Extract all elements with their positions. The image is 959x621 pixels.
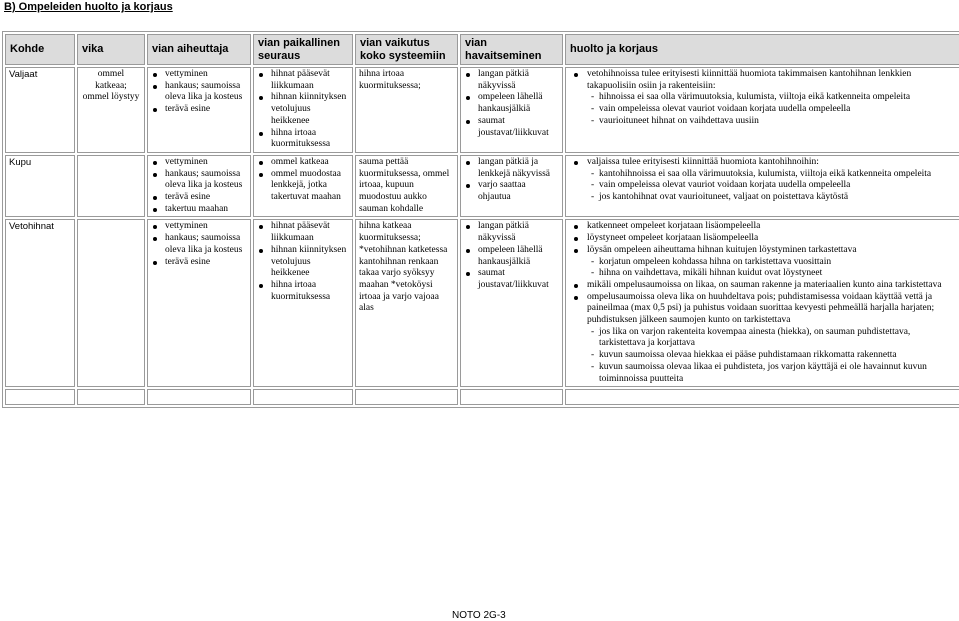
column-header-vaikutus: vian vaikutus koko systeemiin [355, 34, 458, 65]
empty-cell [565, 389, 959, 405]
bullet-list [257, 157, 349, 204]
row-havaitseminen [460, 67, 563, 153]
bullet-list [151, 157, 247, 216]
list-item: - vain ompeleissa olevat vauriot voidaan korjata uudella ompeleella [569, 180, 956, 192]
list-item: - jos kantohihnat ovat vaurioituneet, valjaat on poistettava käytöstä [569, 192, 956, 204]
row-seuraus [253, 219, 353, 387]
list-item: - vaurioituneet hihnat on vaihdettava uusiin [569, 116, 956, 128]
list-item: ommel katkeaa [257, 157, 349, 169]
empty-cell [77, 389, 145, 405]
list-item: vettyminen [151, 221, 247, 233]
list-item: vettyminen [151, 69, 247, 81]
row-vika [77, 155, 145, 218]
page-heading: B) Ompeleiden huolto ja korjaus [4, 1, 173, 13]
bullet-list [151, 221, 247, 268]
table-row [5, 219, 959, 387]
list-item: - korjatun ompeleen kohdassa hihna on tarkistettava vuosittain [569, 257, 956, 269]
row-vaikutus: hihna katkeaa kuormituksessa; *vetohihnan katketessa kantohihnan renkaan takaa varjo syöksyy maahan *vetoköysi irtoaa ja varjo vajoaa alas [355, 219, 458, 387]
list-item: vettyminen [151, 157, 247, 169]
row-havaitseminen [460, 155, 563, 218]
list-item: hankaus; saumoissa oleva lika ja kosteus [151, 169, 247, 192]
empty-cell [253, 389, 353, 405]
list-item: mikäli ompelusaumoissa on likaa, on sauman rakenne ja materiaalien kunto aina tarkistettava [569, 280, 956, 292]
empty-cell [460, 389, 563, 405]
row-vika [77, 219, 145, 387]
list-item: hihnan kiinnityksen vetolujuus heikkenee [257, 245, 349, 280]
column-header-korjaus: huolto ja korjaus [565, 34, 959, 65]
empty-cell [5, 389, 75, 405]
list-item: hihna irtoaa kuormituksessa [257, 280, 349, 303]
row-vaikutus: hihna irtoaa kuormituksessa; [355, 67, 458, 153]
list-item: ompeleen lähellä hankausjälkiä [464, 245, 559, 268]
row-aiheuttaja [147, 67, 251, 153]
list-item: - kuvun saumoissa olevaa likaa ei puhdisteta, jos varjon käyttäjä ei ole havainnut kuvun toiminnoissa puutteita [569, 362, 956, 385]
column-header-havaitseminen: vian havaitseminen [460, 34, 563, 65]
list-item: löystyneet ompeleet korjataan lisäompeleella [569, 233, 956, 245]
bullet-list [569, 69, 956, 128]
list-item: hihnan kiinnityksen vetolujuus heikkenee [257, 92, 349, 127]
list-item: ompelusaumoissa oleva lika on huuhdeltava pois; puhdistamisessa voidaan käyttää vettä ja paineilmaa (max 0,5 psi) ja puhistus voidaan suorittaa kevyesti pehmeällä harjalla harjaten; puhdistuksen jälkeen saumojen kunto on tarkistettava [569, 292, 956, 327]
page-footer: NOTO 2G-3 [452, 610, 506, 621]
bullet-list [464, 69, 559, 139]
bullet-list [151, 69, 247, 116]
bullet-list [257, 221, 349, 303]
list-item: langan pätkiä ja lenkkejä näkyvissä [464, 157, 559, 180]
bullet-list [569, 157, 956, 204]
list-item: - kantohihnoissa ei saa olla värimuutoksia, kulumista, viiltoja eikä katkenneita ompeleita [569, 169, 956, 181]
column-header-vika: vika [77, 34, 145, 65]
bullet-list [464, 221, 559, 291]
bullet-list [464, 157, 559, 204]
list-item: - jos lika on varjon rakenteita kovempaa ainesta (hiekka), on sauman puhdistettava, tarkistettava ja korjattava [569, 327, 956, 350]
empty-cell [355, 389, 458, 405]
list-item: valjaissa tulee erityisesti kiinnittää huomiota kantohihnoihin: [569, 157, 956, 169]
table-row [5, 67, 959, 153]
list-item: - kuvun saumoissa olevaa hiekkaa ei pääse puhdistamaan rikkomatta rakennetta [569, 350, 956, 362]
empty-row [5, 389, 959, 405]
bullet-list [569, 221, 956, 385]
row-kohde: Kupu [5, 155, 75, 218]
list-item: langan pätkiä näkyvissä [464, 69, 559, 92]
bullet-list [257, 69, 349, 151]
row-korjaus [565, 219, 959, 387]
row-havaitseminen [460, 219, 563, 387]
list-item: - hihnoissa ei saa olla värimuutoksia, kulumista, viiltoja eikä katkenneita ompeleita [569, 92, 956, 104]
column-header-aiheuttaja: vian aiheuttaja [147, 34, 251, 65]
list-item: ompeleen lähellä hankausjälkiä [464, 92, 559, 115]
column-header-kohde: Kohde [5, 34, 75, 65]
maintenance-table [2, 31, 959, 408]
empty-cell [147, 389, 251, 405]
list-item: hankaus; saumoissa oleva lika ja kosteus [151, 81, 247, 104]
row-seuraus [253, 155, 353, 218]
list-item: - hihna on vaihdettava, mikäli hihnan kuidut ovat löystyneet [569, 268, 956, 280]
row-korjaus [565, 67, 959, 153]
list-item: saumat joustavat/liikkuvat [464, 116, 559, 139]
list-item: löysän ompeleen aiheuttama hihnan kuitujen löystyminen tarkastettava [569, 245, 956, 257]
list-item: saumat joustavat/liikkuvat [464, 268, 559, 291]
list-item: terävä esine [151, 104, 247, 116]
list-item: - vain ompeleissa olevat vauriot voidaan korjata uudella ompeleella [569, 104, 956, 116]
row-vika: ommel katkeaa; ommel löystyy [77, 67, 145, 153]
list-item: terävä esine [151, 192, 247, 204]
list-item: hihnat pääsevät liikkumaan [257, 221, 349, 244]
table-row [5, 155, 959, 218]
list-item: langan pätkiä näkyvissä [464, 221, 559, 244]
list-item: hankaus; saumoissa oleva lika ja kosteus [151, 233, 247, 256]
list-item: vetohihnoissa tulee erityisesti kiinnittää huomiota takimmaisen kantohihnan lenkkien takapuolisiin osiin ja rakenteisiin: [569, 69, 956, 92]
list-item: takertuu maahan [151, 204, 247, 216]
list-item: varjo saattaa ohjautua [464, 180, 559, 203]
row-seuraus [253, 67, 353, 153]
column-header-seuraus: vian paikallinen seuraus [253, 34, 353, 65]
row-aiheuttaja [147, 155, 251, 218]
row-kohde: Vetohihnat [5, 219, 75, 387]
list-item: hihna irtoaa kuormituksessa [257, 128, 349, 151]
row-korjaus [565, 155, 959, 218]
row-aiheuttaja [147, 219, 251, 387]
list-item: ommel muodostaa lenkkejä, jotka takertuvat maahan [257, 169, 349, 204]
row-kohde: Valjaat [5, 67, 75, 153]
list-item: terävä esine [151, 257, 247, 269]
list-item: katkenneet ompeleet korjataan lisäompeleella [569, 221, 956, 233]
list-item: hihnat pääsevät liikkumaan [257, 69, 349, 92]
table-header-row [5, 34, 959, 65]
row-vaikutus: sauma pettää kuormituksessa, ommel irtoaa, kupuun muodostuu aukko sauman kohdalle [355, 155, 458, 218]
